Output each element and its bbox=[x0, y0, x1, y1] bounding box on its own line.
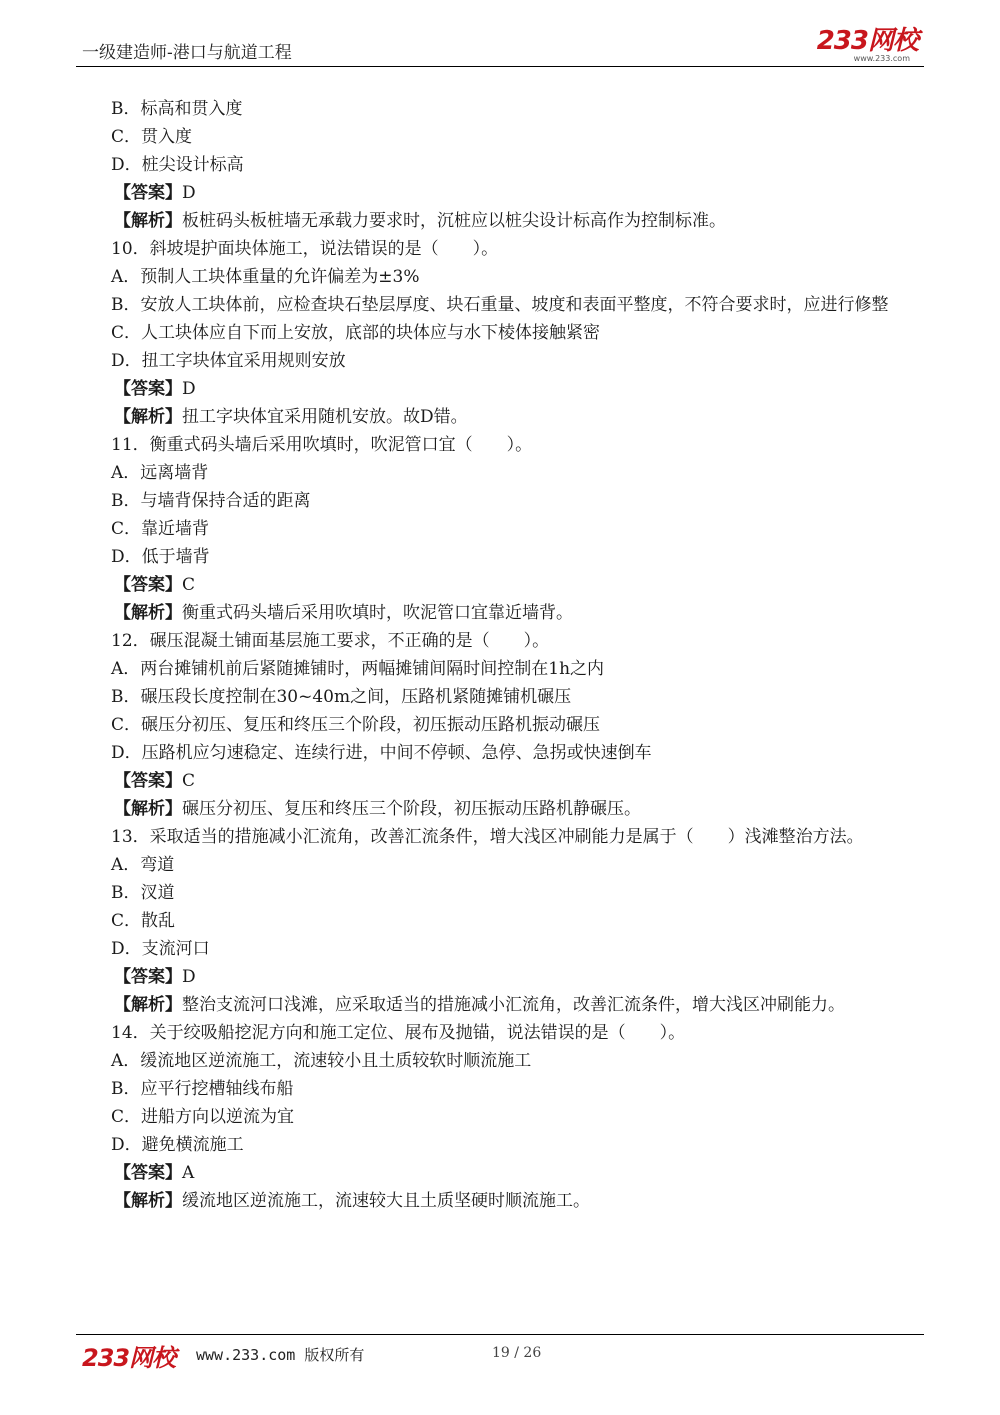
option-line: D．避免横流施工 bbox=[111, 1135, 244, 1155]
answer-line bbox=[76, 179, 926, 207]
answer-line bbox=[76, 375, 926, 403]
line-tag: 【答案】 bbox=[114, 967, 182, 987]
option-line: A．远离墙背 bbox=[111, 463, 209, 483]
option-line: C．贯入度 bbox=[111, 127, 193, 147]
answer-line bbox=[76, 767, 926, 795]
option-line: D．扭工字块体宜采用规则安放 bbox=[111, 351, 346, 371]
line-tag: 【解析】 bbox=[114, 603, 182, 623]
header-rule bbox=[76, 66, 924, 67]
logo-url: www.233.com bbox=[853, 54, 910, 63]
answer-line bbox=[76, 963, 926, 991]
option-line: B．汊道 bbox=[111, 883, 175, 903]
line-text: 衡重式码头墙后采用吹填时，吹泥管口宜靠近墙背。 bbox=[182, 603, 573, 623]
answer-line bbox=[76, 571, 926, 599]
question-line: 11．衡重式码头墙后采用吹填时，吹泥管口宜（ ）。 bbox=[111, 435, 533, 455]
line-tag: 【解析】 bbox=[114, 799, 182, 819]
brand-logo[interactable] bbox=[817, 28, 918, 64]
answer-line bbox=[76, 1159, 926, 1187]
explanation-line bbox=[76, 795, 926, 823]
question-line: 10．斜坡堤护面块体施工，说法错误的是（ ）。 bbox=[111, 239, 499, 259]
line-text: 扭工字块体宜采用随机安放。故D错。 bbox=[182, 407, 468, 427]
line-tag: 【答案】 bbox=[114, 771, 182, 791]
page-number: 19 / 26 bbox=[492, 1345, 542, 1361]
option-line: B．标高和贯入度 bbox=[111, 99, 243, 119]
logo-text: 233网校 bbox=[816, 26, 918, 56]
option-line: D．压路机应匀速稳定、连续行进，中间不停顿、急停、急拐或快速倒车 bbox=[111, 743, 652, 763]
option-line: B．应平行挖槽轴线布船 bbox=[111, 1079, 294, 1099]
line-tag: 【答案】 bbox=[114, 379, 182, 399]
line-text: D bbox=[182, 183, 196, 203]
document-body bbox=[76, 95, 926, 1215]
line-tag: 【答案】 bbox=[114, 183, 182, 203]
question-line: 14．关于绞吸船挖泥方向和施工定位、展布及抛锚，说法错误的是（ ）。 bbox=[111, 1023, 686, 1043]
option-line: C．人工块体应自下而上安放，底部的块体应与水下棱体接触紧密 bbox=[111, 323, 601, 343]
option-line: B．碾压段长度控制在30~40m之间，压路机紧随摊铺机碾压 bbox=[111, 687, 572, 707]
line-text: 整治支流河口浅滩，应采取适当的措施减小汇流角，改善汇流条件，增大浅区冲刷能力。 bbox=[182, 995, 845, 1015]
line-text: C bbox=[182, 771, 196, 791]
explanation-line bbox=[76, 403, 926, 431]
option-line: C．碾压分初压、复压和终压三个阶段，初压振动压路机振动碾压 bbox=[111, 715, 601, 735]
line-text: 碾压分初压、复压和终压三个阶段，初压振动压路机静碾压。 bbox=[182, 799, 641, 819]
line-tag: 【解析】 bbox=[114, 211, 182, 231]
line-tag: 【解析】 bbox=[114, 995, 182, 1015]
explanation-line bbox=[76, 1187, 926, 1215]
line-tag: 【答案】 bbox=[114, 1163, 182, 1183]
option-line: A．缓流地区逆流施工，流速较小且土质较软时顺流施工 bbox=[111, 1051, 532, 1071]
option-line: C．散乱 bbox=[111, 911, 176, 931]
line-tag: 【解析】 bbox=[114, 1191, 182, 1211]
line-text: C bbox=[182, 575, 196, 595]
option-line: C．进船方向以逆流为宜 bbox=[111, 1107, 295, 1127]
option-line: C．靠近墙背 bbox=[111, 519, 210, 539]
question-line: 12．碾压混凝土铺面基层施工要求，不正确的是（ ）。 bbox=[111, 631, 550, 651]
footer-rule bbox=[76, 1334, 924, 1335]
line-tag: 【解析】 bbox=[114, 407, 182, 427]
option-line: D．支流河口 bbox=[111, 939, 210, 959]
explanation-line bbox=[76, 599, 926, 627]
footer-copyright: www.233.com 版权所有 bbox=[196, 1346, 365, 1364]
line-text: 缓流地区逆流施工，流速较大且土质坚硬时顺流施工。 bbox=[182, 1191, 590, 1211]
explanation-line bbox=[76, 991, 926, 1019]
option-line: D．桩尖设计标高 bbox=[111, 155, 244, 175]
question-line: 13．采取适当的措施减小汇流角，改善汇流条件，增大浅区冲刷能力是属于（ ）浅滩整治方法。 bbox=[111, 827, 864, 847]
header-title: 一级建造师-港口与航道工程 bbox=[82, 43, 292, 63]
option-line: A．弯道 bbox=[111, 855, 175, 875]
option-line: D．低于墙背 bbox=[111, 547, 210, 567]
line-text: D bbox=[182, 379, 196, 399]
question-line: B．安放人工块体前，应检查块石垫层厚度、块石重量、坡度和表面平整度，不符合要求时，应进行修整 bbox=[111, 295, 889, 315]
option-line: B．与墙背保持合适的距离 bbox=[111, 491, 311, 511]
line-text: D bbox=[182, 967, 196, 987]
explanation-line bbox=[76, 207, 926, 235]
line-text: 板桩码头板桩墙无承载力要求时，沉桩应以桩尖设计标高作为控制标准。 bbox=[182, 211, 726, 231]
line-text: A bbox=[182, 1163, 195, 1183]
footer-logo[interactable]: 233网校 bbox=[82, 1344, 176, 1372]
option-line: A．预制人工块体重量的允许偏差为±3% bbox=[111, 267, 420, 287]
line-tag: 【答案】 bbox=[114, 575, 182, 595]
option-line: A．两台摊铺机前后紧随摊铺时，两幅摊铺间隔时间控制在1h之内 bbox=[111, 659, 605, 679]
